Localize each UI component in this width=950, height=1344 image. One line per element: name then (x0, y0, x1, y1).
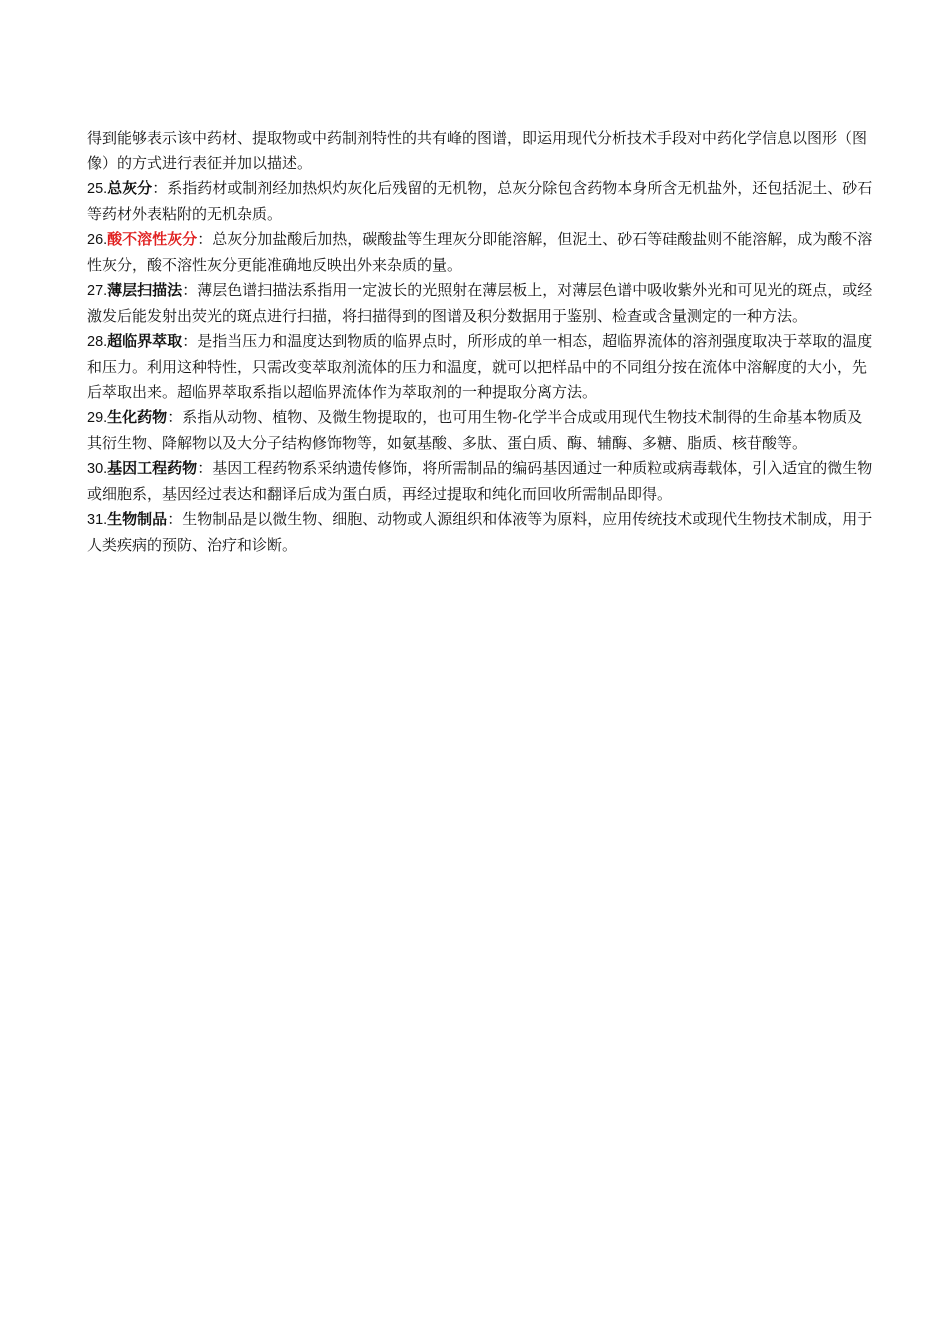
item-number: 31. (87, 512, 108, 528)
definition-text: 总灰分加盐酸后加热，碳酸盐等生理灰分即能溶解，但泥土、砂石等硅酸盐则不能溶解，成为酸不溶性灰分，酸不溶性灰分更能准确地反映出外来杂质的量。 (87, 230, 873, 274)
paragraph-continuation (87, 126, 873, 176)
term-colon: ： (182, 332, 198, 350)
definition-supercritical-extraction (87, 329, 873, 405)
definition-genetic-engineering-drugs (87, 456, 873, 507)
term-label: 总灰分 (107, 179, 153, 197)
term-colon: ： (182, 281, 198, 299)
item-number: 26. (87, 232, 108, 248)
definition-acid-insoluble-ash (87, 227, 873, 278)
definition-thin-layer-scanning (87, 278, 873, 329)
term-label: 生物制品 (107, 510, 168, 528)
term-colon: ： (167, 408, 183, 426)
term-label: 超临界萃取 (107, 332, 183, 350)
definition-text: 系指从动物、植物、及微生物提取的，也可用生物-化学半合成或用现代生物技术制得的生命基本物质及其衍生物、降解物以及大分子结构修饰物等，如氨基酸、多肽、蛋白质、酶、辅酶、多糖、脂质、核苷酸等。 (87, 408, 863, 452)
definition-text: 基因工程药物系采纳遗传修饰，将所需制品的编码基因通过一种质粒或病毒载体，引入适宜的微生物或细胞系，基因经过表达和翻译后成为蛋白质，再经过提取和纯化而回收所需制品即得。 (87, 459, 873, 503)
item-number: 30. (87, 461, 108, 477)
definition-text: 生物制品是以微生物、细胞、动物或人源组织和体液等为原料，应用传统技术或现代生物技术制成，用于人类疾病的预防、治疗和诊断。 (87, 510, 873, 554)
item-number: 28. (87, 334, 108, 350)
term-label: 生化药物 (107, 408, 168, 426)
definition-text: 系指药材或制剂经加热炽灼灰化后残留的无机物，总灰分除包含药物本身所含无机盐外，还包括泥土、砂石等药材外表粘附的无机杂质。 (87, 179, 873, 223)
term-colon: ： (152, 179, 168, 197)
term-label-highlighted: 酸不溶性灰分 (107, 230, 198, 248)
definition-biological-products (87, 507, 873, 558)
definition-biochemical-drugs (87, 405, 873, 456)
definition-text: 薄层色谱扫描法系指用一定波长的光照射在薄层板上，对薄层色谱中吸收紫外光和可见光的斑点，或经激发后能发射出荧光的斑点进行扫描，将扫描得到的图谱及积分数据用于鉴别、检查或含量测定的一种方法。 (87, 281, 873, 325)
item-number: 27. (87, 283, 108, 299)
definition-text: 是指当压力和温度达到物质的临界点时，所形成的单一相态，超临界流体的溶剂强度取决于萃取的温度和压力。利用这种特性，只需改变萃取剂流体的压力和温度，就可以把样品中的不同组分按在流体中溶解度的大小，先后萃取出来。超临界萃取系指以超临界流体作为萃取剂的一种提取分离方法。 (87, 332, 873, 401)
paragraph-text: 得到能够表示该中药材、提取物或中药制剂特性的共有峰的图谱，即运用现代分析技术手段对中药化学信息以图形（图像）的方式进行表征并加以描述。 (87, 129, 868, 172)
definition-total-ash (87, 176, 873, 227)
document-body (87, 126, 873, 558)
term-colon: ： (167, 510, 183, 528)
term-colon: ： (197, 459, 213, 477)
term-label: 基因工程药物 (107, 459, 198, 477)
term-label: 薄层扫描法 (107, 281, 183, 299)
item-number: 29. (87, 410, 108, 426)
term-colon: ： (197, 230, 213, 248)
item-number: 25. (87, 181, 108, 197)
